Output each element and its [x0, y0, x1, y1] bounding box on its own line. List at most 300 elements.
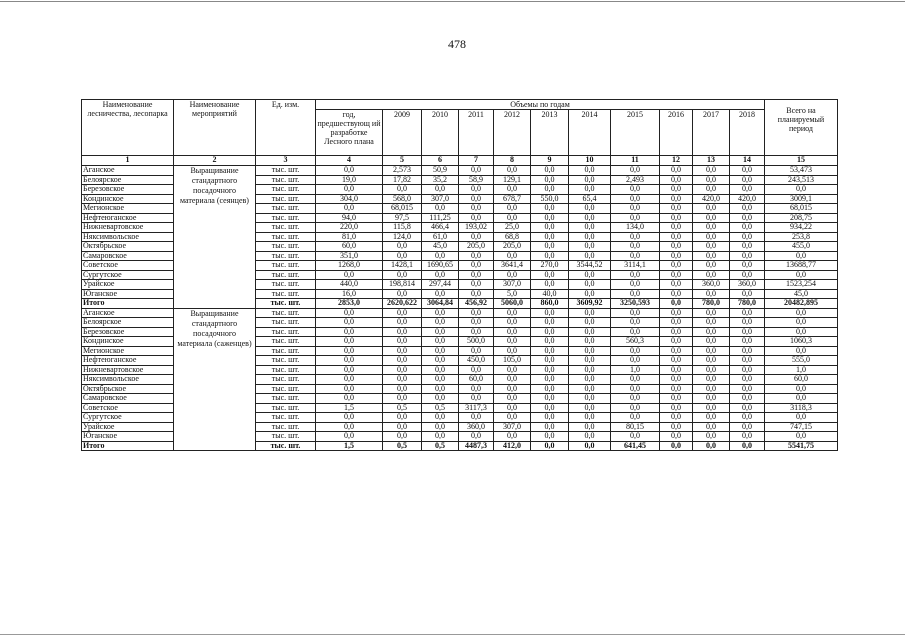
column-number: 1: [82, 156, 174, 166]
unit-cell: тыс. шт.: [256, 403, 316, 413]
value-cell: 0,0: [660, 403, 693, 413]
value-cell: 0,0: [569, 280, 611, 290]
value-cell: 0,0: [693, 337, 730, 347]
unit-cell: тыс. шт.: [256, 175, 316, 185]
forestry-name-cell: Итого: [82, 441, 174, 451]
unit-cell: тыс. шт.: [256, 232, 316, 242]
value-cell: 0,0: [494, 327, 531, 337]
value-cell: 0,0: [422, 356, 459, 366]
value-cell: 0,0: [611, 394, 660, 404]
value-cell: 198,814: [383, 280, 422, 290]
value-cell: 0,0: [531, 432, 569, 442]
value-cell: 0,0: [531, 318, 569, 328]
value-cell: 220,0: [316, 223, 383, 233]
unit-cell: тыс. шт.: [256, 242, 316, 252]
value-cell: 0,0: [730, 204, 765, 214]
value-cell: 0,0: [531, 308, 569, 318]
value-cell: 641,45: [611, 441, 660, 451]
value-cell: 0,0: [459, 194, 494, 204]
total-value-cell: 0,0: [765, 346, 838, 356]
total-value-cell: 3009,1: [765, 194, 838, 204]
value-cell: 560,3: [611, 337, 660, 347]
value-cell: 0,0: [611, 289, 660, 299]
value-cell: 0,0: [693, 375, 730, 385]
value-cell: 0,0: [316, 413, 383, 423]
total-value-cell: 53,473: [765, 166, 838, 176]
value-cell: 0,0: [660, 232, 693, 242]
unit-cell: тыс. шт.: [256, 280, 316, 290]
value-cell: 0,0: [494, 308, 531, 318]
value-cell: 568,0: [383, 194, 422, 204]
value-cell: 0,0: [611, 194, 660, 204]
value-cell: 0,0: [316, 204, 383, 214]
value-cell: 0,0: [660, 194, 693, 204]
value-cell: 0,0: [422, 432, 459, 442]
value-cell: 0,0: [422, 422, 459, 432]
value-cell: 0,0: [611, 356, 660, 366]
unit-cell: тыс. шт.: [256, 356, 316, 366]
value-cell: 0,0: [531, 166, 569, 176]
value-cell: 65,4: [569, 194, 611, 204]
value-cell: 0,0: [569, 384, 611, 394]
value-cell: 0,0: [383, 346, 422, 356]
forestry-name-cell: Урайское: [82, 280, 174, 290]
value-cell: 0,0: [730, 356, 765, 366]
value-cell: 0,0: [611, 403, 660, 413]
value-cell: 0,0: [531, 204, 569, 214]
column-number: 5: [383, 156, 422, 166]
header-year: 2016: [660, 110, 693, 156]
value-cell: 0,0: [531, 232, 569, 242]
value-cell: 0,0: [383, 251, 422, 261]
value-cell: 0,0: [459, 327, 494, 337]
value-cell: 0,0: [660, 251, 693, 261]
value-cell: 0,0: [693, 289, 730, 299]
value-cell: 0,0: [531, 251, 569, 261]
value-cell: 0,0: [494, 213, 531, 223]
value-cell: 0,0: [693, 356, 730, 366]
value-cell: 80,15: [611, 422, 660, 432]
value-cell: 0,0: [660, 213, 693, 223]
column-number: 10: [569, 156, 611, 166]
value-cell: 0,0: [316, 432, 383, 442]
value-cell: 0,0: [693, 432, 730, 442]
value-cell: 0,0: [316, 384, 383, 394]
value-cell: 0,0: [611, 384, 660, 394]
unit-cell: тыс. шт.: [256, 375, 316, 385]
header-year: 2017: [693, 110, 730, 156]
table-body: [82, 166, 838, 451]
scan-bottom-line: [0, 634, 905, 635]
value-cell: 0,0: [730, 261, 765, 271]
value-cell: 0,0: [383, 432, 422, 442]
value-cell: 134,0: [611, 223, 660, 233]
value-cell: 0,0: [660, 365, 693, 375]
value-cell: 124,0: [383, 232, 422, 242]
value-cell: 0,0: [730, 422, 765, 432]
value-cell: 0,0: [459, 204, 494, 214]
value-cell: 0,0: [569, 166, 611, 176]
value-cell: 5060,0: [494, 299, 531, 309]
value-cell: 68,8: [494, 232, 531, 242]
column-number: 7: [459, 156, 494, 166]
value-cell: 0,0: [611, 308, 660, 318]
value-cell: 0,0: [660, 289, 693, 299]
forestry-name-cell: Нефтеюганское: [82, 213, 174, 223]
value-cell: 420,0: [730, 194, 765, 204]
header-year: 2013: [531, 110, 569, 156]
value-cell: 0,0: [693, 232, 730, 242]
header-total: Всего на планируемый период: [765, 100, 838, 156]
column-number: 9: [531, 156, 569, 166]
value-cell: 466,4: [422, 223, 459, 233]
value-cell: 0,0: [730, 166, 765, 176]
value-cell: 0,0: [660, 413, 693, 423]
value-cell: 0,0: [611, 318, 660, 328]
value-cell: 0,0: [569, 337, 611, 347]
value-cell: 0,0: [693, 204, 730, 214]
forestry-name-cell: Березовское: [82, 327, 174, 337]
value-cell: 1268,0: [316, 261, 383, 271]
forestry-name-cell: Нижневартовское: [82, 223, 174, 233]
value-cell: 0,0: [660, 223, 693, 233]
value-cell: 0,0: [693, 318, 730, 328]
value-cell: 0,0: [693, 270, 730, 280]
value-cell: 0,0: [569, 270, 611, 280]
value-cell: 60,0: [316, 242, 383, 252]
unit-cell: тыс. шт.: [256, 432, 316, 442]
forestry-name-cell: Белоярское: [82, 318, 174, 328]
column-number: 11: [611, 156, 660, 166]
value-cell: 0,0: [316, 375, 383, 385]
value-cell: 500,0: [459, 337, 494, 347]
value-cell: 0,0: [660, 337, 693, 347]
value-cell: 68,015: [383, 204, 422, 214]
value-cell: 307,0: [494, 280, 531, 290]
value-cell: 0,0: [531, 441, 569, 451]
forestry-name-cell: Итого: [82, 299, 174, 309]
value-cell: 0,0: [383, 356, 422, 366]
value-cell: 58,9: [459, 175, 494, 185]
value-cell: 0,0: [611, 213, 660, 223]
value-cell: 0,0: [531, 356, 569, 366]
header-year: 2010: [422, 110, 459, 156]
value-cell: 0,0: [494, 251, 531, 261]
value-cell: 0,0: [569, 327, 611, 337]
value-cell: 0,0: [383, 365, 422, 375]
value-cell: 0,0: [569, 242, 611, 252]
value-cell: 0,0: [531, 384, 569, 394]
value-cell: 0,0: [730, 223, 765, 233]
value-cell: 360,0: [459, 422, 494, 432]
value-cell: 0,0: [459, 166, 494, 176]
column-number: 14: [730, 156, 765, 166]
value-cell: 0,0: [569, 441, 611, 451]
value-cell: 0,0: [383, 337, 422, 347]
value-cell: 360,0: [730, 280, 765, 290]
value-cell: 412,0: [494, 441, 531, 451]
value-cell: 4487,3: [459, 441, 494, 451]
header-unit: Ед. изм.: [256, 100, 316, 156]
total-value-cell: 0,0: [765, 318, 838, 328]
value-cell: 2620,622: [383, 299, 422, 309]
unit-cell: тыс. шт.: [256, 299, 316, 309]
value-cell: 0,0: [611, 232, 660, 242]
value-cell: 0,0: [693, 166, 730, 176]
value-cell: 456,92: [459, 299, 494, 309]
value-cell: 307,0: [422, 194, 459, 204]
value-cell: 0,0: [531, 375, 569, 385]
value-cell: 0,0: [660, 375, 693, 385]
unit-cell: тыс. шт.: [256, 413, 316, 423]
value-cell: 0,0: [494, 337, 531, 347]
value-cell: 0,0: [531, 327, 569, 337]
value-cell: 0,0: [494, 384, 531, 394]
forest-plan-table: [81, 99, 838, 451]
value-cell: 0,0: [730, 365, 765, 375]
forestry-name-cell: Няксимвольское: [82, 375, 174, 385]
value-cell: 205,0: [459, 242, 494, 252]
value-cell: 0,5: [422, 403, 459, 413]
value-cell: 0,0: [569, 318, 611, 328]
value-cell: 0,0: [569, 204, 611, 214]
value-cell: 0,0: [422, 289, 459, 299]
value-cell: 0,0: [693, 422, 730, 432]
value-cell: 0,0: [730, 270, 765, 280]
value-cell: 0,0: [660, 270, 693, 280]
value-cell: 0,0: [730, 413, 765, 423]
value-cell: 0,0: [660, 185, 693, 195]
value-cell: 0,0: [316, 270, 383, 280]
header-year: 2012: [494, 110, 531, 156]
forestry-name-cell: Октябрьское: [82, 242, 174, 252]
forestry-name-cell: Кондинское: [82, 194, 174, 204]
forestry-name-cell: Советское: [82, 261, 174, 271]
value-cell: 0,0: [569, 432, 611, 442]
value-cell: 0,0: [531, 337, 569, 347]
unit-cell: тыс. шт.: [256, 223, 316, 233]
unit-cell: тыс. шт.: [256, 289, 316, 299]
column-number: 2: [174, 156, 256, 166]
column-numbers-row: [82, 156, 838, 166]
value-cell: 0,0: [459, 384, 494, 394]
value-cell: 860,0: [531, 299, 569, 309]
value-cell: 0,0: [494, 432, 531, 442]
value-cell: 0,0: [422, 384, 459, 394]
value-cell: 0,0: [693, 413, 730, 423]
header-forestry: Наименование лесничества, лесопарка: [82, 100, 174, 156]
value-cell: 0,0: [422, 318, 459, 328]
value-cell: 450,0: [459, 356, 494, 366]
value-cell: 0,0: [531, 242, 569, 252]
value-cell: 1428,1: [383, 261, 422, 271]
forestry-name-cell: Сургутское: [82, 413, 174, 423]
column-number: 4: [316, 156, 383, 166]
header-prev-year: год, предшествующ ий разработке Лесного плана: [316, 110, 383, 156]
table-row: [82, 308, 838, 318]
value-cell: 0,0: [730, 185, 765, 195]
value-cell: 360,0: [693, 280, 730, 290]
value-cell: 0,0: [660, 394, 693, 404]
total-value-cell: 68,015: [765, 204, 838, 214]
value-cell: 0,0: [569, 175, 611, 185]
value-cell: 111,25: [422, 213, 459, 223]
value-cell: 780,0: [730, 299, 765, 309]
forestry-name-cell: Советское: [82, 403, 174, 413]
value-cell: 0,0: [693, 242, 730, 252]
value-cell: 0,0: [569, 375, 611, 385]
forestry-name-cell: Нижневартовское: [82, 365, 174, 375]
header-year: 2011: [459, 110, 494, 156]
value-cell: 0,0: [660, 204, 693, 214]
unit-cell: тыс. шт.: [256, 213, 316, 223]
header-year: 2009: [383, 110, 422, 156]
value-cell: 0,0: [459, 308, 494, 318]
value-cell: 0,0: [611, 280, 660, 290]
table-header: [82, 100, 838, 166]
value-cell: 0,0: [730, 232, 765, 242]
value-cell: 3117,3: [459, 403, 494, 413]
value-cell: 16,0: [316, 289, 383, 299]
value-cell: 0,0: [660, 384, 693, 394]
total-value-cell: 0,0: [765, 413, 838, 423]
unit-cell: тыс. шт.: [256, 308, 316, 318]
value-cell: 0,0: [569, 413, 611, 423]
value-cell: 0,0: [611, 251, 660, 261]
forestry-name-cell: Юганское: [82, 432, 174, 442]
forestry-name-cell: Урайское: [82, 422, 174, 432]
forestry-name-cell: Мегионское: [82, 204, 174, 214]
value-cell: 1,5: [316, 441, 383, 451]
total-value-cell: 0,0: [765, 270, 838, 280]
value-cell: 0,0: [569, 403, 611, 413]
value-cell: 97,5: [383, 213, 422, 223]
value-cell: 19,0: [316, 175, 383, 185]
value-cell: 0,0: [660, 308, 693, 318]
total-value-cell: 5541,75: [765, 441, 838, 451]
value-cell: 440,0: [316, 280, 383, 290]
value-cell: 0,0: [316, 365, 383, 375]
forestry-name-cell: Аганское: [82, 166, 174, 176]
unit-cell: тыс. шт.: [256, 365, 316, 375]
total-value-cell: 1523,254: [765, 280, 838, 290]
value-cell: 0,0: [730, 242, 765, 252]
value-cell: 0,0: [693, 308, 730, 318]
value-cell: 0,0: [660, 280, 693, 290]
total-value-cell: 243,513: [765, 175, 838, 185]
value-cell: 0,0: [494, 375, 531, 385]
value-cell: 0,0: [611, 185, 660, 195]
total-value-cell: 20482,895: [765, 299, 838, 309]
value-cell: 0,0: [383, 242, 422, 252]
value-cell: 0,0: [459, 394, 494, 404]
value-cell: 0,0: [459, 251, 494, 261]
value-cell: 0,0: [730, 289, 765, 299]
value-cell: 0,0: [316, 422, 383, 432]
value-cell: 3250,593: [611, 299, 660, 309]
value-cell: 0,0: [459, 270, 494, 280]
value-cell: 0,0: [611, 432, 660, 442]
value-cell: 0,0: [730, 403, 765, 413]
value-cell: 0,0: [660, 166, 693, 176]
value-cell: 0,0: [531, 346, 569, 356]
value-cell: 193,02: [459, 223, 494, 233]
value-cell: 0,0: [531, 223, 569, 233]
total-value-cell: 0,0: [765, 327, 838, 337]
value-cell: 0,0: [316, 346, 383, 356]
value-cell: 0,0: [730, 441, 765, 451]
value-cell: 0,0: [660, 422, 693, 432]
value-cell: 297,44: [422, 280, 459, 290]
value-cell: 0,0: [459, 432, 494, 442]
forestry-name-cell: Белоярское: [82, 175, 174, 185]
value-cell: 1,0: [611, 365, 660, 375]
page-number: 478: [448, 37, 466, 51]
value-cell: 351,0: [316, 251, 383, 261]
value-cell: 0,0: [730, 251, 765, 261]
value-cell: 0,0: [459, 289, 494, 299]
value-cell: 0,0: [693, 223, 730, 233]
value-cell: 129,1: [494, 175, 531, 185]
value-cell: 2,573: [383, 166, 422, 176]
value-cell: 0,0: [422, 185, 459, 195]
header-year: 2015: [611, 110, 660, 156]
value-cell: 0,0: [569, 365, 611, 375]
value-cell: 0,5: [383, 441, 422, 451]
value-cell: 0,0: [730, 308, 765, 318]
value-cell: 115,8: [383, 223, 422, 233]
value-cell: 0,0: [422, 308, 459, 318]
forestry-name-cell: Березовское: [82, 185, 174, 195]
value-cell: 0,0: [660, 242, 693, 252]
value-cell: 0,0: [422, 251, 459, 261]
value-cell: 0,0: [660, 346, 693, 356]
value-cell: 0,0: [730, 337, 765, 347]
value-cell: 0,0: [383, 308, 422, 318]
value-cell: 0,0: [730, 318, 765, 328]
value-cell: 270,0: [531, 261, 569, 271]
value-cell: 0,0: [693, 213, 730, 223]
unit-cell: тыс. шт.: [256, 261, 316, 271]
value-cell: 0,0: [459, 280, 494, 290]
forestry-name-cell: Няксимвольское: [82, 232, 174, 242]
total-value-cell: 455,0: [765, 242, 838, 252]
value-cell: 0,0: [569, 185, 611, 195]
value-cell: 0,0: [693, 394, 730, 404]
value-cell: 0,0: [422, 270, 459, 280]
value-cell: 0,0: [422, 337, 459, 347]
value-cell: 0,0: [693, 185, 730, 195]
value-cell: 0,0: [422, 346, 459, 356]
value-cell: 94,0: [316, 213, 383, 223]
value-cell: 17,82: [383, 175, 422, 185]
value-cell: 0,0: [693, 441, 730, 451]
forestry-name-cell: Юганское: [82, 289, 174, 299]
value-cell: 0,0: [611, 270, 660, 280]
value-cell: 0,0: [569, 394, 611, 404]
value-cell: 25,0: [494, 223, 531, 233]
value-cell: 550,0: [531, 194, 569, 204]
value-cell: 0,0: [611, 327, 660, 337]
value-cell: 0,0: [611, 346, 660, 356]
value-cell: 0,0: [531, 413, 569, 423]
value-cell: 0,0: [494, 318, 531, 328]
value-cell: 0,0: [316, 166, 383, 176]
value-cell: 3609,92: [569, 299, 611, 309]
value-cell: 0,0: [660, 299, 693, 309]
value-cell: 0,0: [383, 185, 422, 195]
total-value-cell: 0,0: [765, 251, 838, 261]
